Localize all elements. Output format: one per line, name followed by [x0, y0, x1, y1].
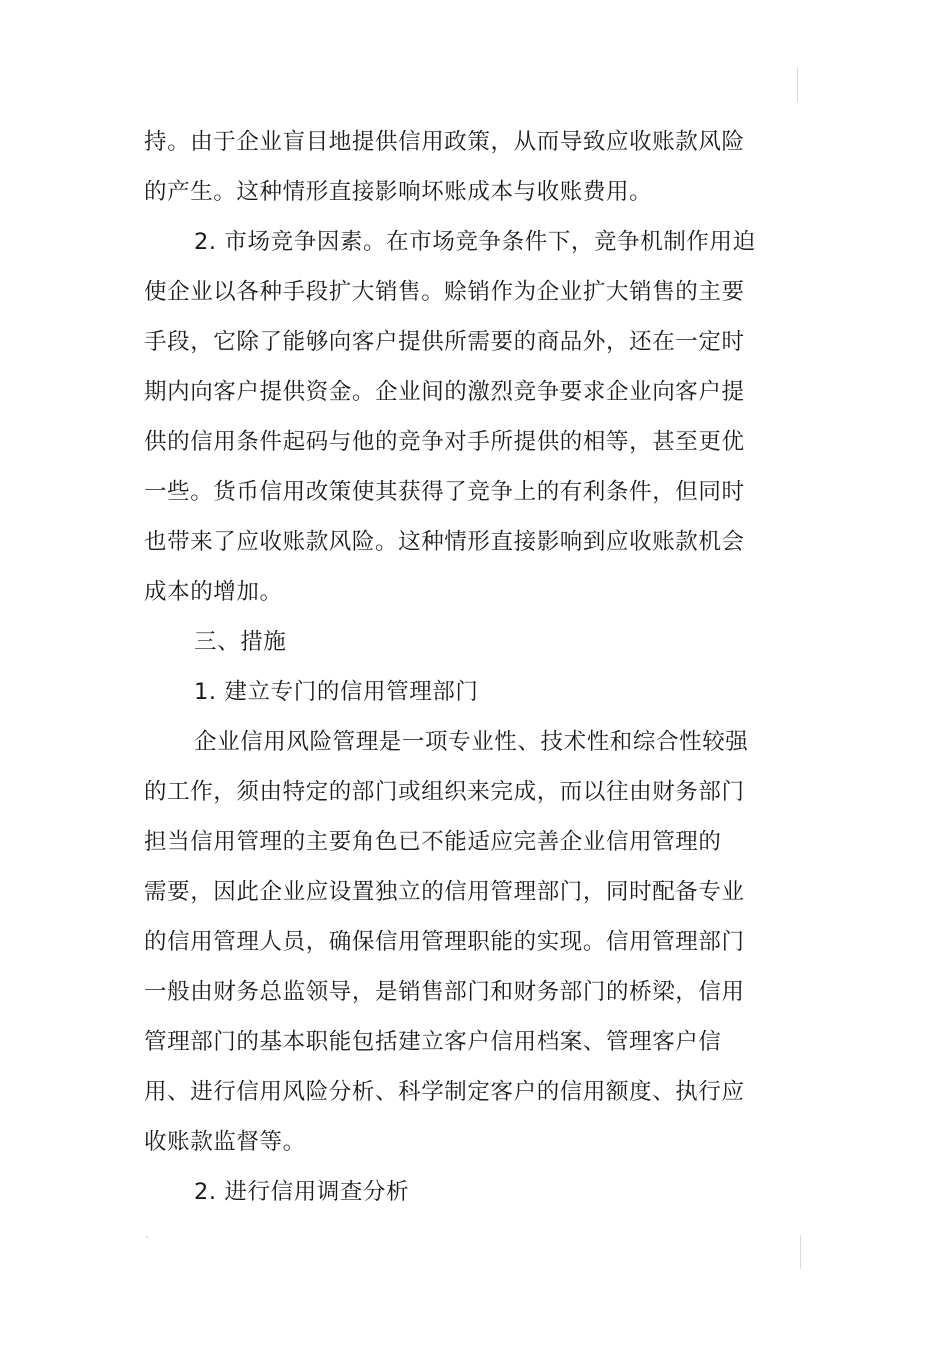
body-text-line: 供的信用条件起码与他的竞争对手所提供的相等，甚至更优 — [144, 429, 745, 455]
body-text-line: 持。由于企业盲目地提供信用政策，从而导致应收账款风险 — [144, 129, 745, 155]
section-heading: 三、措施 — [194, 629, 287, 655]
body-text-line: 一般由财务总监领导，是销售部门和财务部门的桥梁，信用 — [144, 979, 745, 1005]
body-text-line: 一些。货币信用改策使其获得了竞争上的有利条件，但同时 — [144, 479, 745, 505]
body-text-line: 需要，因此企业应设置独立的信用管理部门，同时配备专业 — [144, 879, 745, 905]
body-text-line: 成本的增加。 — [144, 579, 283, 605]
paragraph-heading-2: 2. 市场竞争因素。在市场竞争条件下，竞争机制作用迫 — [194, 229, 756, 255]
body-text-line: 的产生。这种情形直接影响坏账成本与收账费用。 — [144, 179, 653, 205]
body-text-line: 使企业以各种手段扩大销售。赊销作为企业扩大销售的主要 — [144, 279, 745, 305]
crop-mark-bottom-left — [146, 1236, 148, 1238]
body-text-line: 也带来了应收账款风险。这种情形直接影响到应收账款机会 — [144, 529, 745, 555]
body-text-line: 的信用管理人员，确保信用管理职能的实现。信用管理部门 — [144, 929, 745, 955]
crop-mark-bottom-right — [800, 1235, 801, 1269]
body-text-line: 担当信用管理的主要角色已不能适应完善企业信用管理的 — [144, 829, 722, 855]
body-text-line: 手段，它除了能够向客户提供所需要的商品外，还在一定时 — [144, 329, 745, 355]
body-text-line: 的工作，须由特定的部门或组织来完成，而以往由财务部门 — [144, 779, 745, 805]
subsection-heading: 1. 建立专门的信用管理部门 — [194, 679, 479, 705]
crop-mark-top-right — [797, 68, 798, 102]
body-text-line: 企业信用风险管理是一项专业性、技术性和综合性较强 — [194, 729, 749, 755]
subsection-heading: 2. 进行信用调查分析 — [194, 1179, 410, 1205]
body-text-line: 期内向客户提供资金。企业间的激烈竞争要求企业向客户提 — [144, 379, 745, 405]
body-text-line: 收账款监督等。 — [144, 1129, 306, 1155]
body-text-line: 管理部门的基本职能包括建立客户信用档案、管理客户信 — [144, 1029, 722, 1055]
body-text-line: 用、进行信用风险分析、科学制定客户的信用额度、执行应 — [144, 1079, 745, 1105]
